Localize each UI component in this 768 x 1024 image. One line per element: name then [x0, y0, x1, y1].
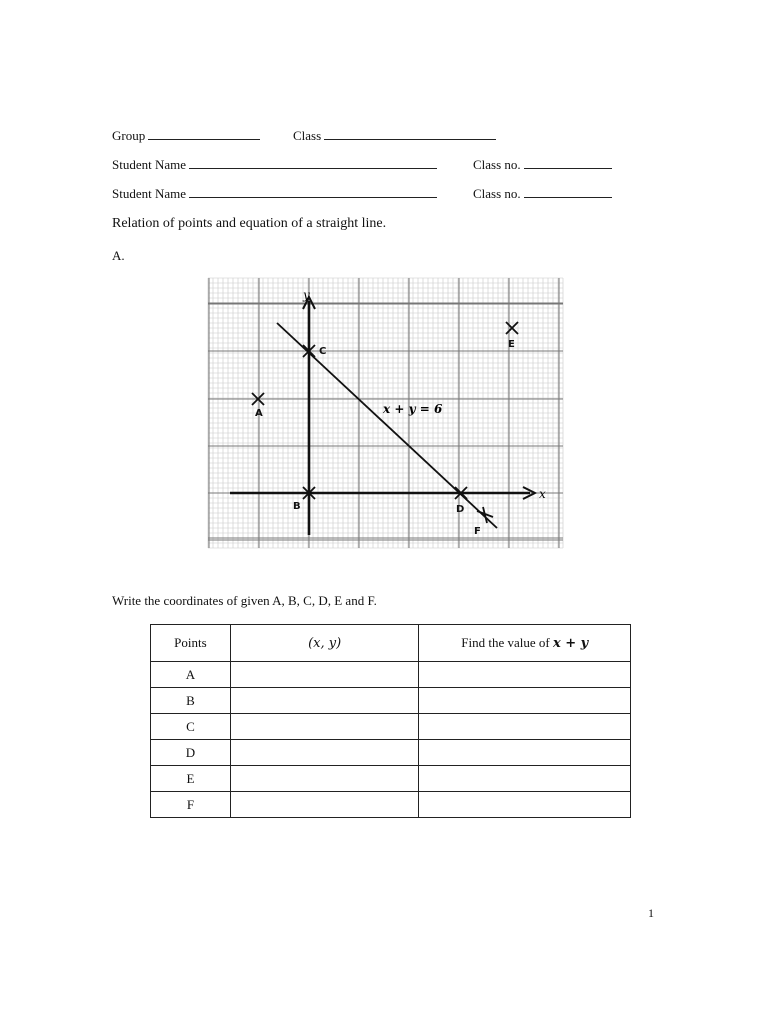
- point-f-marker: [477, 507, 493, 523]
- page-number: 1: [648, 906, 654, 920]
- coordinates-cell[interactable]: [230, 688, 419, 714]
- row-point-label: D: [151, 740, 231, 766]
- header-points: Points: [151, 625, 231, 662]
- table-header-row: [151, 625, 631, 662]
- table-row: [151, 792, 631, 818]
- line-equation-label: x + y = 6: [383, 402, 443, 416]
- class-no-label: Class no.: [473, 157, 521, 172]
- group-blank[interactable]: [148, 128, 260, 140]
- table-row: [151, 740, 631, 766]
- group-field: [112, 128, 260, 144]
- point-a-label: A: [255, 408, 263, 419]
- value-cell[interactable]: [419, 740, 631, 766]
- row-point-label: A: [151, 662, 231, 688]
- points-table: [150, 624, 631, 818]
- student-name-blank-1[interactable]: [189, 157, 437, 169]
- point-b-label: B: [293, 501, 301, 512]
- value-cell[interactable]: [419, 662, 631, 688]
- x-axis-label: x: [539, 487, 546, 501]
- row-point-label: F: [151, 792, 231, 818]
- coordinates-cell[interactable]: [230, 792, 419, 818]
- value-cell[interactable]: [419, 766, 631, 792]
- row-point-label: C: [151, 714, 231, 740]
- instruction: Write the coordinates of given A, B, C, D, E and F.: [112, 593, 377, 608]
- class-blank[interactable]: [324, 128, 496, 140]
- row-point-label: E: [151, 766, 231, 792]
- point-f-label: F: [474, 526, 481, 537]
- class-label: Class: [293, 128, 322, 143]
- row-point-label: B: [151, 688, 231, 714]
- student-name-blank-2[interactable]: [189, 186, 437, 198]
- student-name-label: Student Name: [112, 157, 187, 172]
- class-field: [293, 128, 496, 144]
- header-value: [419, 625, 631, 662]
- class-no-field-2: [473, 186, 612, 202]
- header-coordinates: (x, y): [230, 625, 419, 662]
- class-no-blank-1[interactable]: [524, 157, 612, 169]
- value-cell[interactable]: [419, 688, 631, 714]
- value-cell[interactable]: [419, 714, 631, 740]
- header-value-expr: x + y: [552, 636, 589, 651]
- header-value-prefix: Find the value of: [461, 635, 553, 650]
- table-row: [151, 714, 631, 740]
- table-row: [151, 688, 631, 714]
- student-name-label: Student Name: [112, 186, 187, 201]
- class-no-blank-2[interactable]: [524, 186, 612, 198]
- point-d-label: D: [456, 504, 465, 515]
- coordinates-cell[interactable]: [230, 766, 419, 792]
- coordinates-cell[interactable]: [230, 740, 419, 766]
- point-c-label: C: [319, 346, 327, 357]
- point-e-label: E: [508, 339, 515, 350]
- value-cell[interactable]: [419, 792, 631, 818]
- group-label: Group: [112, 128, 146, 143]
- table-row: [151, 766, 631, 792]
- table-row: [151, 662, 631, 688]
- class-no-label: Class no.: [473, 186, 521, 201]
- coordinates-cell[interactable]: [230, 662, 419, 688]
- class-no-field-1: [473, 157, 612, 173]
- coordinates-cell[interactable]: [230, 714, 419, 740]
- coordinate-graph: [205, 275, 565, 551]
- section-label: A.: [112, 248, 125, 263]
- student-name-field-2: [112, 186, 437, 202]
- heading: Relation of points and equation of a straight line.: [112, 216, 387, 231]
- y-axis-label: y: [303, 288, 310, 302]
- student-name-field-1: [112, 157, 437, 173]
